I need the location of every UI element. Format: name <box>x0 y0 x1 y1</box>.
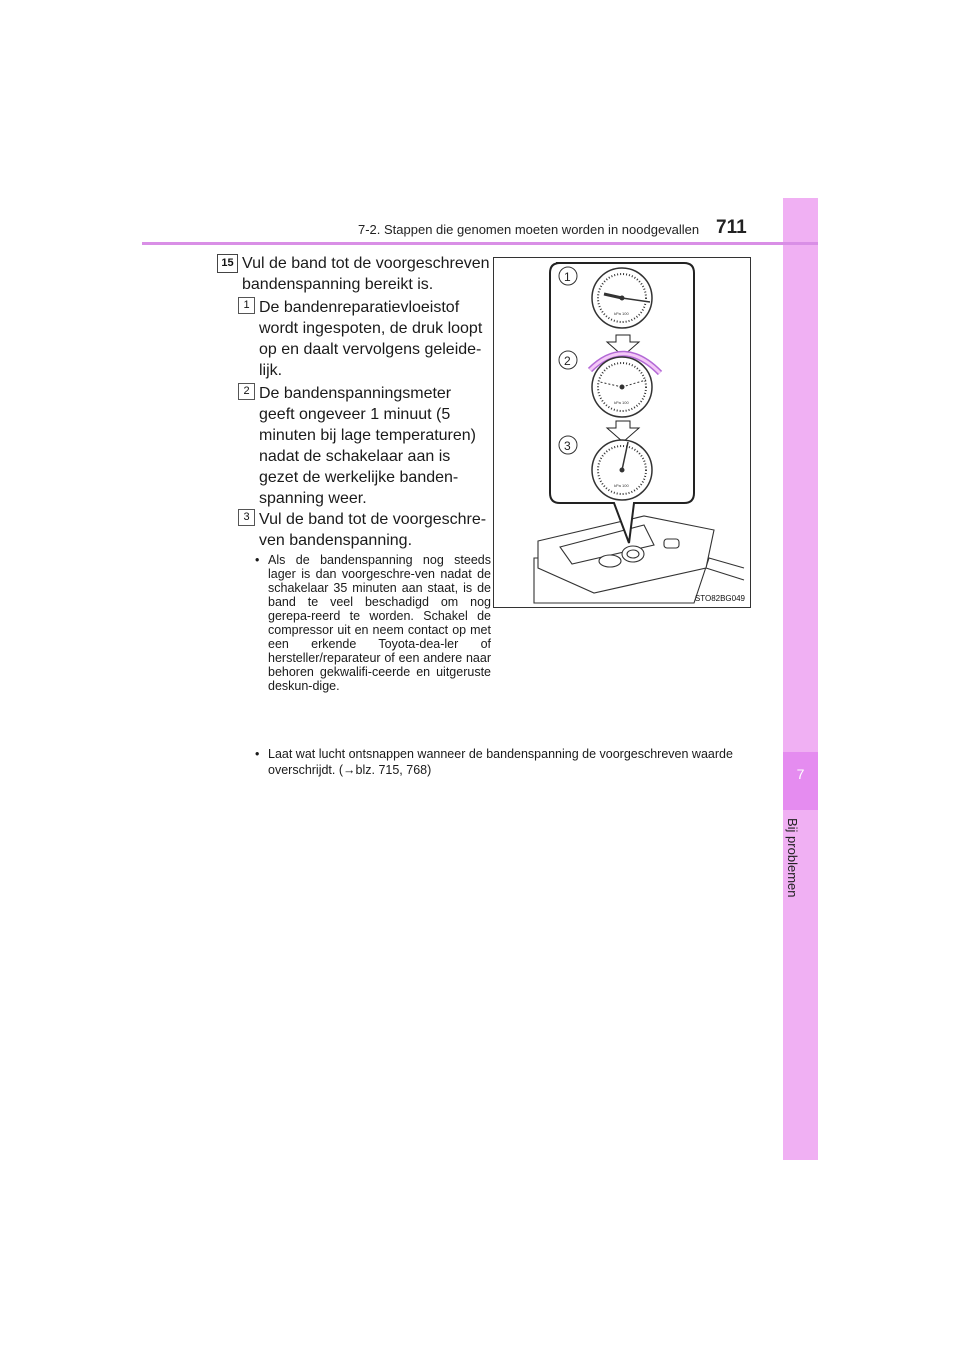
step-number-badge: 15 <box>217 254 238 273</box>
gauge-2 <box>592 357 652 417</box>
svg-text:kPa 100: kPa 100 <box>614 311 629 316</box>
compressor-gauge-figure <box>493 257 751 608</box>
header-divider <box>142 242 818 245</box>
note-item: • Als de bandenspanning nog steeds lager is dan voorgeschre-ven nadat de schakelaar 35 minuten aan staat, is de band te veel beschadigd om nog gerepa-reerd te worden. Schakel de compressor uit en neem contact op met een erkende Toyota-dea-ler of hersteller/reparateur of een andere naar behoren gekwalifi-ceerde en uitgeruste deskun-dige. <box>255 553 491 693</box>
compressor-unit <box>534 516 744 603</box>
svg-text:2: 2 <box>564 354 571 368</box>
svg-text:1: 1 <box>564 270 571 284</box>
figure-code: STO82BG049 <box>694 594 745 603</box>
svg-text:3: 3 <box>564 439 571 453</box>
chapter-sidebar <box>783 198 818 1160</box>
substep-badge-3: 3 <box>238 509 255 526</box>
substep-badge-1: 1 <box>238 297 255 314</box>
note-list <box>255 553 491 693</box>
svg-text:kPa 100: kPa 100 <box>614 400 629 405</box>
gauge-1 <box>592 268 652 328</box>
chapter-number: 7 <box>796 766 805 782</box>
chapter-title: Bij problemen <box>785 818 800 898</box>
callout-1 <box>559 267 577 285</box>
page-number: 711 <box>716 217 747 238</box>
svg-text:kPa 100: kPa 100 <box>614 483 629 488</box>
step-instruction: Vul de band tot de voorgeschreven bandenspanning bereikt is. <box>242 255 490 293</box>
substep-text-3: Vul de band tot de voorgeschre-ven bandenspanning. <box>259 511 487 549</box>
substep-text-2: De bandenspanningsmeter geeft ongeveer 1 minuut (5 minuten bij lage temperaturen) nadat de schakelaar aan is gezet de werkelijke banden-spanning weer. <box>259 385 477 507</box>
substep-badge-2: 2 <box>238 383 255 400</box>
gauge-3 <box>592 440 652 500</box>
note-item-wide: • Laat wat lucht ontsnappen wanneer de bandenspanning de voorgeschreven waarde overschrijdt. (→blz. 715, 768) <box>255 747 733 777</box>
callout-3 <box>559 436 577 454</box>
substep-text-1: De bandenreparatievloeistof wordt ingespoten, de druk loopt op en daalt vervolgens geleide-lijk. <box>259 299 483 379</box>
section-title: 7-2. Stappen die genomen moeten worden in noodgevallen <box>358 222 700 237</box>
gauge-illustration <box>494 258 750 607</box>
callout-2 <box>559 351 577 369</box>
note-text: Laat wat lucht ontsnappen wanneer de bandenspanning de voorgeschreven waarde overschrijdt. (→blz. 715, 768) <box>268 747 733 777</box>
